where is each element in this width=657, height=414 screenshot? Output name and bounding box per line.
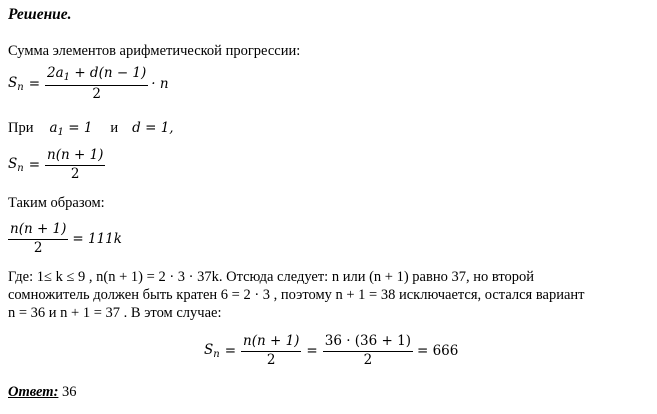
answer-line [8,384,77,401]
formula-fraction [45,66,148,102]
equals-sign: = [224,343,237,360]
equation-111k [8,222,122,256]
answer-label: Ответ: [8,384,59,400]
equals-sign: = [306,343,318,360]
sum-formula [8,66,169,102]
intro-text: Сумма элементов арифметической прогрессии: [8,43,301,59]
formula-fraction [45,148,105,182]
fraction-denominator: 2 [70,165,80,182]
answer-value: 36 [58,384,77,400]
fraction-numerator: n(n + 1) [241,334,301,352]
formula-lhs: $S_n$ [8,156,24,175]
fraction-numerator: n(n + 1) [45,148,105,166]
formula-fraction [241,334,301,368]
solution-heading: Решение. [8,6,72,23]
fraction-denominator: 2 [92,85,101,102]
formula-lhs: $S_n$ [204,342,220,361]
fraction-denominator: 2 [266,351,276,368]
formula-tail: · n [151,76,169,92]
final-calculation [204,334,458,368]
formula-lhs: $S_n$ [8,75,24,93]
formula-fraction [8,222,68,256]
equation-rhs: = 111k [72,231,122,248]
thus-text: Таким образом: [8,195,105,211]
simplified-formula [8,148,105,182]
formula-fraction [323,334,413,368]
equals-sign: = [28,76,41,92]
equals-sign: = [28,157,41,174]
fraction-numerator: n(n + 1) [8,222,68,240]
fraction-numerator: $2a_1 + d(n - 1)$ [45,66,148,86]
a1-condition: $a_1 = 1$ [49,120,93,138]
condition-line [8,120,174,138]
reasoning-paragraph [8,268,585,322]
fraction-denominator: 2 [33,239,43,256]
and-word: и [110,120,119,136]
condition-label: При [8,120,34,136]
fraction-denominator: 2 [363,351,373,368]
fraction-numerator: 36 · (36 + 1) [323,334,413,352]
paragraph-line: n = 36 и n + 1 = 37 . В этом случае: [8,305,222,321]
paragraph-line: сомножитель должен быть кратен 6 = 2 · 3 , поэтому n + 1 = 38 исключается, остался вариант [8,287,585,303]
equation-rhs: = 666 [416,343,459,360]
paragraph-line: Где: 1≤ k ≤ 9 , n(n + 1) = 2 · 3 · 37k. Отсюда следует: n или (n + 1) равно 37, но второй [8,269,534,285]
d-condition: d = 1, [132,120,174,136]
